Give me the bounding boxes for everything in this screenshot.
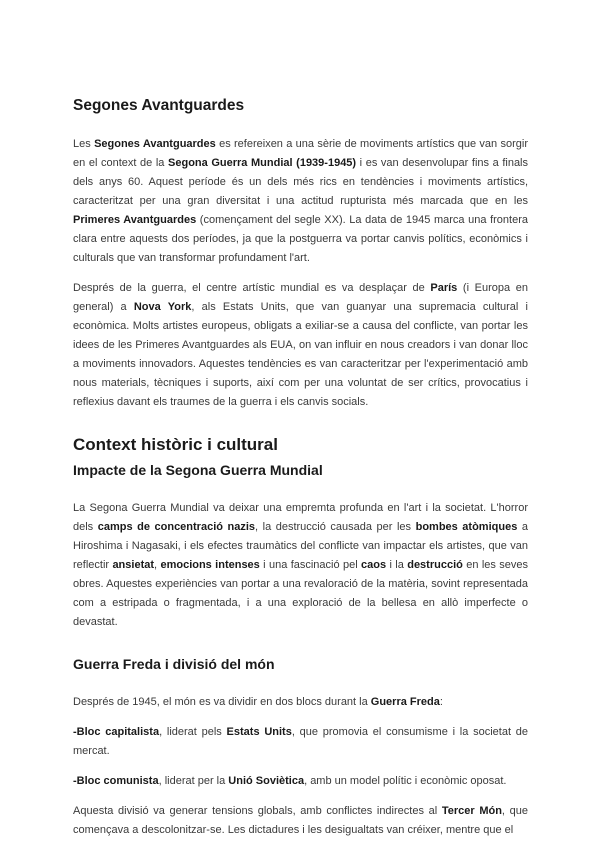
division-paragraph: Aquesta divisió va generar tensions globals, amb conflictes indirectes al Tercer Món, que començava a descolonitzar-se. Les dictadures i les desigualtats van créixer, mentre que el: [73, 805, 528, 836]
communist-bloc-item: -Bloc comunista, liderat per la Unió Soviètica, amb un model polític i econòmic oposat.: [73, 775, 507, 787]
capitalist-bloc-item: -Bloc capitalista, liderat pels Estats Units, que promovia el consumisme i la societat de mercat.: [73, 726, 528, 757]
cold-war-paragraph: Després de 1945, el món es va dividir en dos blocs durant la Guerra Freda:: [73, 696, 443, 708]
intro-paragraph: Les Segones Avantguardes es refereixen a una sèrie de moviments artístics que van sorgir en el context de la Segona Guerra Mundial (1939-1945) i es van desenvolupar fins a finals dels anys 60. Aquest període és un dels més rics en tendències i moviments artístics, caracteritzat per una gran diversitat i una actitud rupturista més marcada que en les Primeres Avantguardes (començament del segle XX). La data de 1945 marca una frontera clara entre aquests dos períodes, ja que la postguerra va portar canvis polítics, econòmics i culturals que van transformar profundament l'art.: [73, 138, 529, 264]
page-title: Segones Avantguardes: [73, 97, 245, 114]
subsection-heading-cold-war: Guerra Freda i divisió del món: [73, 656, 275, 672]
subsection-heading-ww2: Impacte de la Segona Guerra Mundial: [73, 462, 323, 478]
postwar-paragraph: Després de la guerra, el centre artístic mundial es va desplaçar de París (i Europa en general) a Nova York, als Estats Units, que van guanyar una supremacia cultural i econòmica. Molts artistes europeus, obligats a exiliar-se a causa del conflicte, van portar les idees de les Primeres Avantguardes als EUA, on van influir en nous creadors i van donar lloc a moviments innovadors. Aquestes tendències es van caracteritzar per l'experimentació amb nous materials, tècniques i suports, així com per una voluntat de ser crítics, provocatius i reflexius davant els traumes de la guerra i els canvis socials.: [73, 282, 528, 408]
section-heading: Context històric i cultural: [73, 435, 278, 454]
ww2-impact-paragraph: La Segona Guerra Mundial va deixar una empremta profunda en l'art i la societat. L'horror dels camps de concentració nazis, la destrucció causada per les bombes atòmiques a Hiroshima i Nagasaki, i els efectes traumàtics del conflicte van impactar els artistes, que van reflectir ansietat, emocions intenses i una fascinació pel caos i la destrucció en les seves obres. Aquestes experiències van portar a una revaloració de la matèria, sovint representada com a estripada o fragmentada, i a una exploració de la bellesa en allò imperfecte o devastat.: [73, 502, 528, 628]
document-content: [73, 96, 528, 851]
